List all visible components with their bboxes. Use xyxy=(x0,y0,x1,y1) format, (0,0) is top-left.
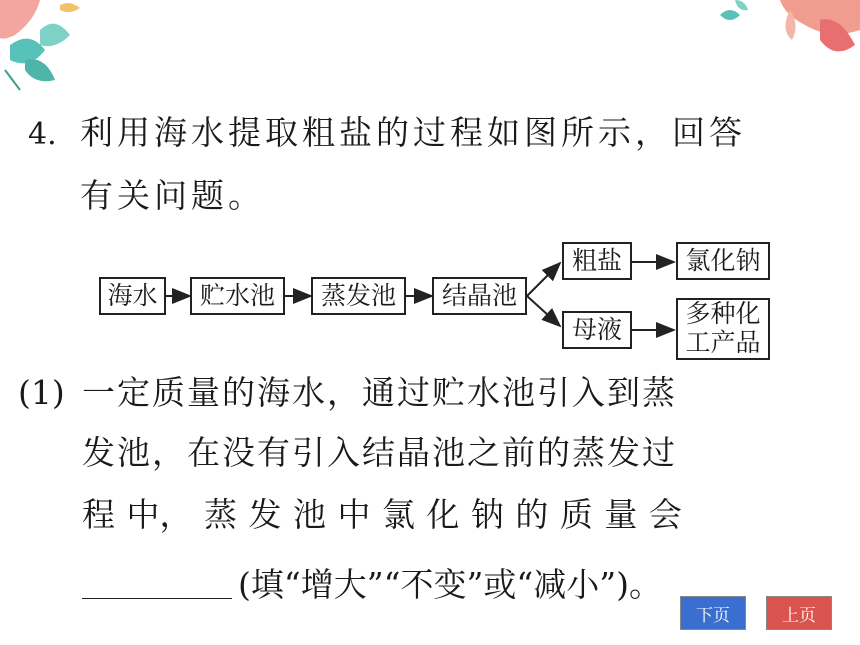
flow-box-chemical-products: 多种化 工产品 xyxy=(676,298,770,360)
flow-box-sodium-chloride: 氯化钠 xyxy=(676,242,770,280)
question-stem-line2: 有关问题。 xyxy=(80,176,265,215)
sub-question-label: (1) xyxy=(18,373,65,412)
flow-box-seawater: 海水 xyxy=(99,277,166,315)
flow-box-storage-pond: 贮水池 xyxy=(190,277,285,315)
sub-question-1-line4: (填“增大”“不变”或“减小”)。 xyxy=(238,565,662,604)
flow-box-mother-liquor: 母液 xyxy=(562,311,632,349)
next-page-button[interactable]: 下页 xyxy=(680,596,746,630)
sub-question-1-line2: 发池，在没有引入结晶池之前的蒸发过 xyxy=(82,433,677,472)
leaf-decoration-right-icon xyxy=(720,0,860,70)
flow-box-crude-salt: 粗盐 xyxy=(562,242,632,280)
question-stem-line1: 4. 利用海水提取粗盐的过程如图所示，回答 xyxy=(28,113,746,152)
question-number: 4. xyxy=(28,117,57,152)
flow-box-evaporation-pond: 蒸发池 xyxy=(311,277,406,315)
previous-page-button[interactable]: 上页 xyxy=(766,596,832,630)
sub-question-1-line3: 程 中， 蒸 发 池 中 氯 化 钠 的 质 量 会 xyxy=(82,495,682,534)
leaf-decoration-left-icon xyxy=(0,0,120,95)
answer-blank xyxy=(82,598,232,599)
flow-box-crystallization-pond: 结晶池 xyxy=(432,277,527,315)
sub-question-1-line1: (1) 一定质量的海水，通过贮水池引入到蒸 xyxy=(18,373,677,412)
